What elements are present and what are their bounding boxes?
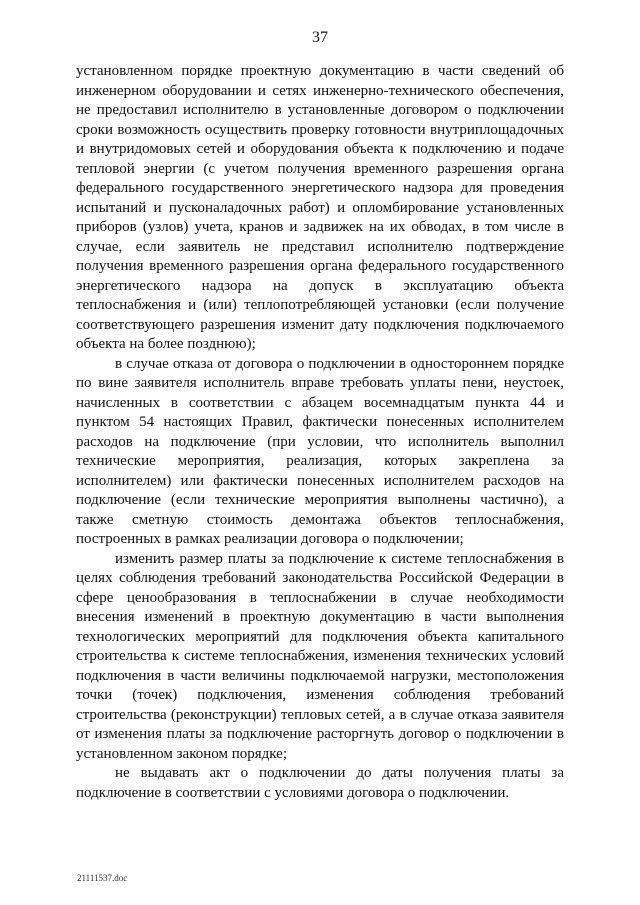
- paragraph-continuation: установленном порядке проектную документацию в части сведений об инженерном оборудовании и сетях инженерно-технического обеспечения, не предоставил исполнителю в установленные договором о подключении сроки возможность осуществить проверку готовности внутриплощадочных и внутридомовых сетей и оборудования объекта к подключению и подаче тепловой энергии (с учетом получения временного разрешения органа федерального государственного энергетического надзора для проведения испытаний и пусконаладочных работ) и опломбирование установленных приборов (узлов) учета, кранов и задвижек на их обводах, в том числе в случае, если заявитель не представил исполнителю подтверждение получения временного разрешения органа федерального государственного энергетического надзора на допуск в эксплуатацию объекта теплоснабжения и (или) теплопотребляющей установки (если получение соответствующего разрешения изменит дату подключения подключаемого объекта на более позднюю);: [76, 63, 564, 352]
- paragraph-act-issuance: не выдавать акт о подключении до даты получения платы за подключение в соответствии с условиями договора о подключении.: [76, 765, 564, 801]
- paragraph-change-fee: изменить размер платы за подключение к системе теплоснабжения в целях соблюдения требований законодательства Российской Федерации в сфере ценообразования в теплоснабжении в случае необходимости внесения изменений в проектную документацию в части выполнения технологических мероприятий для подключения объекта капитального строительства к системе теплоснабжения, изменения технических условий подключения в части величины подключаемой нагрузки, местоположения точки (точек) подключения, изменения соблюдения требований строительства (реконструкции) тепловых сетей, а в случае отказа заявителя от изменения платы за подключение расторгнуть договор о подключении в установленном законом порядке;: [76, 550, 564, 762]
- document-filename-footer: 21111537.doc: [77, 873, 128, 883]
- paragraph-contract-refusal: в случае отказа от договора о подключении в одностороннем порядке по вине заявителя исполнитель вправе требовать уплаты пени, неустоек, начисленных в соответствии с абзацем восемнадцатым пункта 44 и пунктом 54 настоящих Правил, фактически понесенных исполнителем расходов на подключение (при условии, что исполнитель выполнил технические мероприятия, реализация, которых закреплена за исполнителем) или фактически понесенных исполнителем расходов на подключение (если технические мероприятия выполнены частично), а также сметную стоимость демонтажа объектов теплоснабжения, построенных в рамках реализации договора о подключении;: [76, 355, 564, 547]
- page-number: 37: [312, 29, 328, 46]
- document-body: [76, 62, 564, 803]
